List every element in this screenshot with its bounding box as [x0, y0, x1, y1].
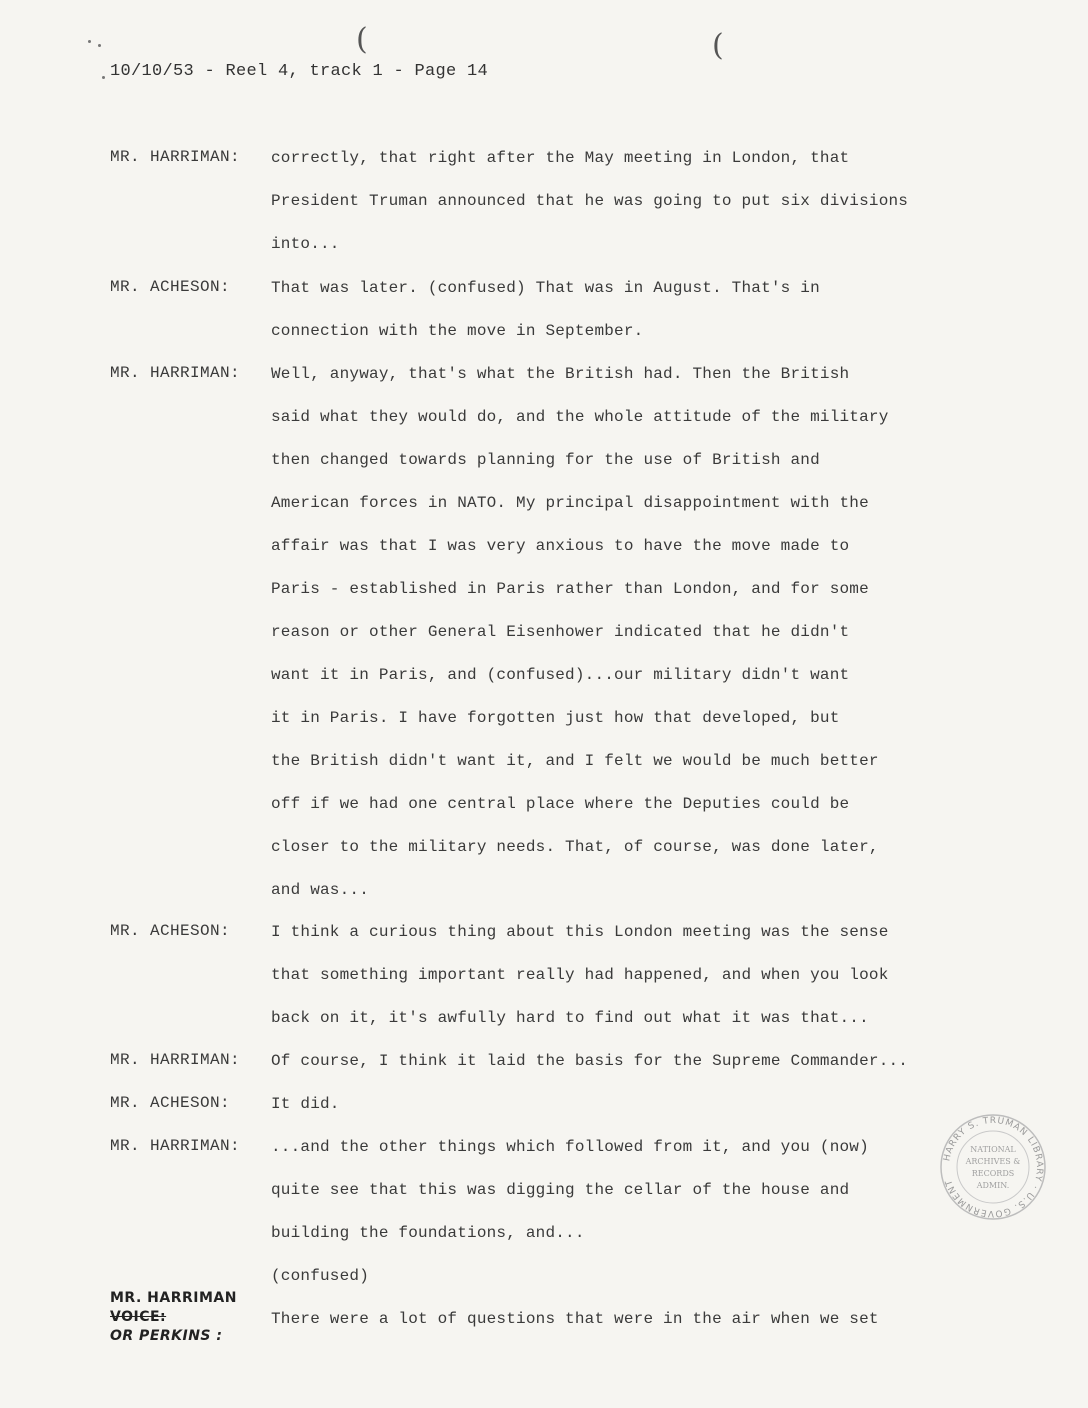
speaker-label: MR. HARRIMAN: [110, 1051, 241, 1069]
text-line: Paris - established in Paris rather than London, and for some [271, 580, 869, 598]
text-line: correctly, that right after the May meeting in London, that [271, 149, 850, 167]
handwritten-alt-speaker: OR PERKINS : [110, 1328, 223, 1344]
seal-inner-text: NATIONAL [970, 1145, 1016, 1154]
margin-mark: ( [712, 28, 724, 63]
speech-text [271, 922, 991, 1051]
speech-text [271, 278, 991, 364]
text-line: affair was that I was very anxious to have the move made to [271, 537, 850, 555]
text-line: then changed towards planning for the use of British and [271, 451, 820, 469]
text-line: it in Paris. I have forgotten just how that developed, but [271, 709, 840, 727]
text-line: into... [271, 235, 340, 253]
text-line: back on it, it's awfully hard to find out what it was that... [271, 1009, 869, 1027]
speech-text [271, 1094, 991, 1137]
speaker-label: MR. ACHESON: [110, 1094, 231, 1112]
speaker-label: MR. ACHESON: [110, 278, 231, 296]
speaker-label: MR. HARRIMAN: [110, 364, 241, 382]
handwritten-speaker-note: MR. HARRIMAN [110, 1290, 237, 1306]
seal-inner-text: ARCHIVES & [965, 1157, 1021, 1166]
speech-text [271, 364, 991, 923]
text-line: There were a lot of questions that were in the air when we set [271, 1310, 879, 1328]
text-line: said what they would do, and the whole attitude of the military [271, 408, 889, 426]
speech-text [271, 1051, 991, 1094]
handwritten-struck-label: VOICE: [110, 1309, 167, 1325]
ink-speck [102, 76, 105, 79]
speech-text [271, 148, 991, 277]
text-line: that something important really had happened, and when you look [271, 966, 889, 984]
text-line: I think a curious thing about this London meeting was the sense [271, 923, 889, 941]
speaker-label: MR. ACHESON: [110, 922, 231, 940]
text-line: Well, anyway, that's what the British had. Then the British [271, 365, 850, 383]
seal-outer-text: HARRY S. TRUMAN LIBRARY · U.S. GOVERNMENT [942, 1115, 1045, 1219]
text-line: building the foundations, and... [271, 1224, 585, 1242]
text-line: off if we had one central place where the Deputies could be [271, 795, 850, 813]
text-line: reason or other General Eisenhower indicated that he didn't [271, 623, 850, 641]
text-line: quite see that this was digging the cellar of the house and [271, 1181, 850, 1199]
speaker-label: MR. HARRIMAN: [110, 148, 241, 166]
seal-inner-text: RECORDS [971, 1169, 1015, 1178]
text-line: and was... [271, 881, 370, 899]
ink-speck [98, 44, 101, 47]
speech-text [271, 1137, 991, 1309]
text-line: American forces in NATO. My principal disappointment with the [271, 494, 869, 512]
seal-inner-text: ADMIN. [976, 1181, 1010, 1190]
text-line: ...and the other things which followed from it, and you (now) [271, 1138, 869, 1156]
text-line: the British didn't want it, and I felt we would be much better [271, 752, 879, 770]
text-line: closer to the military needs. That, of course, was done later, [271, 838, 879, 856]
text-line: Of course, I think it laid the basis for the Supreme Commander... [271, 1052, 909, 1070]
margin-mark: ( [356, 22, 368, 57]
text-line: It did. [271, 1095, 340, 1113]
speaker-label: MR. HARRIMAN: [110, 1137, 241, 1155]
speech-text [271, 1309, 991, 1352]
page-header: 10/10/53 - Reel 4, track 1 - Page 14 [110, 62, 489, 81]
ink-speck [88, 40, 91, 43]
seal-inner-ring [957, 1131, 1029, 1203]
text-line: That was later. (confused) That was in August. That's in [271, 279, 820, 297]
text-line: want it in Paris, and (confused)...our military didn't want [271, 666, 850, 684]
text-line: (confused) [271, 1267, 370, 1285]
text-line: connection with the move in September. [271, 322, 644, 340]
library-seal-stamp [938, 1112, 1048, 1222]
text-line: President Truman announced that he was going to put six divisions [271, 192, 909, 210]
